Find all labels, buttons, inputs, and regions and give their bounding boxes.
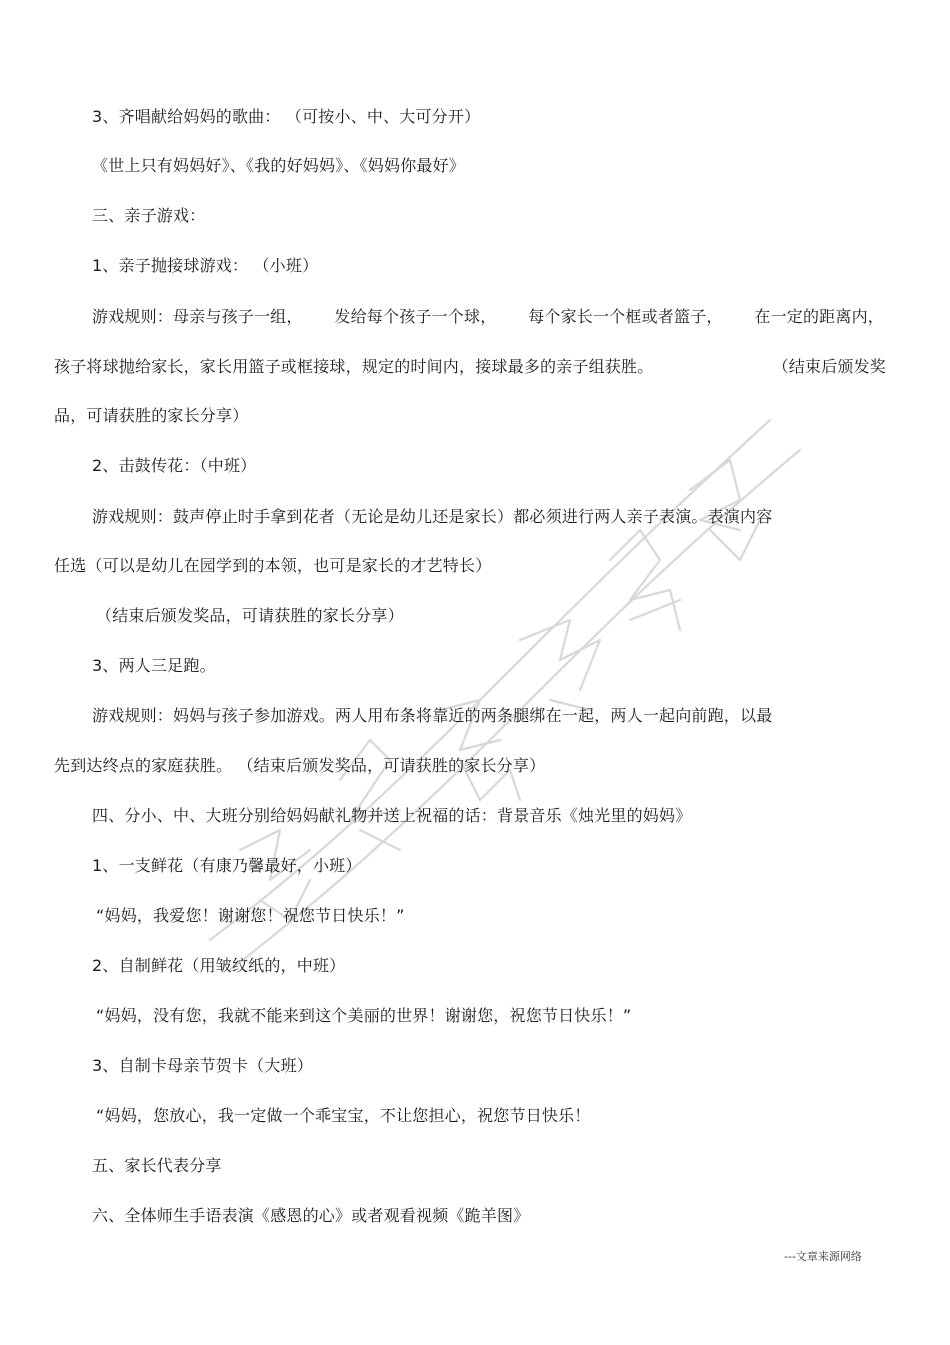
text-line-15: 四、分小、中、大班分别给妈妈献礼物并送上祝福的话：背景音乐《烛光里的妈妈》: [92, 806, 692, 825]
text-line-13: 游戏规则：妈妈与孩子参加游戏。两人用布条将靠近的两条腿绑在一起，两人一起向前跑，以最: [92, 706, 773, 725]
text-line-17: “妈妈，我爱您！谢谢您！祝您节日快乐！”: [96, 906, 405, 925]
text-line-16: 1、一支鲜花（有康乃馨最好，小班）: [92, 856, 362, 875]
text-line-5-part-2: 发给每个孩子一个球，: [334, 307, 497, 326]
text-line-5-part-4: 在一定的距离内，: [754, 307, 884, 326]
text-line-14: 先到达终点的家庭获胜。 （结束后颁发奖品，可请获胜的家长分享）: [54, 756, 546, 775]
text-line-7: 品，可请获胜的家长分享）: [54, 406, 249, 425]
text-line-22: 五、家长代表分享: [92, 1156, 222, 1175]
watermark-text: 优秀学习资料: [170, 380, 176, 381]
text-line-9: 游戏规则：鼓声停止时手拿到花者（无论是幼儿还是家长）都必须进行两人亲子表演。表演内容: [92, 507, 773, 526]
text-line-21: “妈妈，您放心，我一定做一个乖宝宝，不让您担心，祝您节日快乐！: [96, 1106, 591, 1125]
text-line-1: 3、齐唱献给妈妈的歌曲： （可按小、中、大可分开）: [92, 107, 481, 126]
text-line-5-part-1: 游戏规则：母亲与孩子一组，: [92, 307, 303, 326]
text-line-4: 1、亲子抛接球游戏： （小班）: [92, 256, 319, 275]
text-line-5-part-3: 每个家长一个框或者篮子，: [528, 307, 723, 326]
text-line-5: [92, 307, 884, 327]
text-line-6: [54, 357, 886, 377]
text-line-23: 六、全体师生手语表演《感恩的心》或者观看视频《跪羊图》: [92, 1206, 530, 1225]
text-line-20: 3、自制卡母亲节贺卡（大班）: [92, 1056, 313, 1075]
text-line-10: 任选（可以是幼儿在园学到的本领，也可是家长的才艺特长）: [54, 556, 492, 575]
text-line-6-part-2: （结束后颁发奖: [772, 357, 886, 376]
text-line-12: 3、两人三足跑。: [92, 656, 216, 675]
page-footer-source: ---文章来源网络: [784, 1250, 862, 1263]
text-line-8: 2、击鼓传花：（中班）: [92, 456, 257, 475]
text-line-11: （结束后颁发奖品，可请获胜的家长分享）: [96, 606, 404, 625]
text-line-18: 2、自制鲜花（用皱纹纸的，中班）: [92, 956, 346, 975]
text-line-2: 《世上只有妈妈好》、《我的好妈妈》、《妈妈你最好》: [92, 156, 466, 175]
text-line-6-part-1: 孩子将球抛给家长，家长用篮子或框接球，规定的时间内，接球最多的亲子组获胜。: [54, 357, 654, 376]
text-line-3: 三、亲子游戏：: [92, 206, 206, 225]
text-line-19: “妈妈，没有您，我就不能来到这个美丽的世界！谢谢您，祝您节日快乐！”: [96, 1006, 632, 1025]
